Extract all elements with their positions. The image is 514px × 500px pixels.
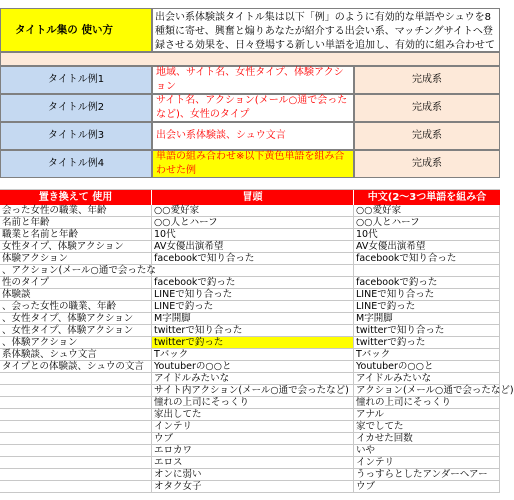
cell-middle[interactable] xyxy=(354,217,500,229)
example-text-4[interactable]: 単語の組み合わせ※以下黄色単語を組み合わせた例 xyxy=(152,150,354,178)
cell-opening[interactable] xyxy=(152,481,354,493)
cell-middle[interactable] xyxy=(354,277,500,289)
cell-middle[interactable] xyxy=(354,373,500,385)
cell-replace[interactable] xyxy=(0,457,152,469)
cell-replace[interactable] xyxy=(0,409,152,421)
cell-opening[interactable] xyxy=(152,433,354,445)
cell-replace[interactable] xyxy=(0,361,152,373)
cell-replace[interactable] xyxy=(0,433,152,445)
cell-text: エロカワ xyxy=(154,445,193,456)
usage-description-cell[interactable] xyxy=(152,8,500,52)
cell-text: 会った女性の職業、年齢 xyxy=(2,205,107,216)
example-result-1[interactable]: 完成系 xyxy=(354,66,500,94)
cell-text: アクション(メール○通で会ったなど) xyxy=(356,385,514,396)
cell-opening[interactable] xyxy=(152,373,354,385)
cell-text: M字開脚 xyxy=(154,313,191,324)
cell-text: LINEで釣った xyxy=(356,301,416,312)
cell-text: 名前と年齢 xyxy=(2,217,50,228)
cell-opening[interactable] xyxy=(152,469,354,481)
cell-replace[interactable] xyxy=(0,241,152,253)
cell-text: facebookで釣った xyxy=(154,277,236,288)
example-label-3[interactable]: タイトル例3 xyxy=(0,122,152,150)
column-header-replace[interactable]: 置き換えて 使用 xyxy=(0,190,152,205)
cell-opening[interactable] xyxy=(152,229,354,241)
cell-middle[interactable] xyxy=(354,457,500,469)
cell-text: Tバック xyxy=(154,349,189,360)
cell-middle[interactable] xyxy=(354,349,500,361)
cell-middle[interactable] xyxy=(354,337,500,349)
cell-opening[interactable] xyxy=(152,337,354,349)
example-result-2[interactable]: 完成系 xyxy=(354,94,500,122)
cell-opening[interactable] xyxy=(152,397,354,409)
example-text-1[interactable]: 地域、サイト名、女性タイプ、体験アクション xyxy=(152,66,354,94)
cell-replace[interactable] xyxy=(0,397,152,409)
cell-text: 憧れの上司にそっくり xyxy=(356,397,452,408)
cell-text: 家でしてた xyxy=(356,421,404,432)
cell-text: 10代 xyxy=(356,229,378,240)
example-result-3[interactable]: 完成系 xyxy=(354,122,500,150)
cell-replace[interactable] xyxy=(0,469,152,481)
cell-middle[interactable] xyxy=(354,409,500,421)
cell-middle[interactable] xyxy=(354,469,500,481)
cell-text: 、女性タイプ、体験アクション xyxy=(2,313,134,324)
cell-text: ウブ xyxy=(154,433,174,444)
cell-text: Youtuberの○○と xyxy=(356,361,434,372)
usage-description: 出会い系体験談タイトル集は以下「例」のように有効的な単語やシュウを8種類に寄せ、興奮と煽りあなたが紹介する出会い系、マッチングサイトへ登録させる効果を、日々登場する新しい単語を追加し、有効的に組み合わせて xyxy=(155,12,495,51)
cell-replace[interactable] xyxy=(0,421,152,433)
cell-text: 体験アクション xyxy=(2,253,69,264)
cell-replace[interactable] xyxy=(0,325,152,337)
cell-text: facebookで知り合った xyxy=(356,253,457,264)
cell-opening[interactable] xyxy=(152,265,354,277)
cell-middle[interactable] xyxy=(354,397,500,409)
cell-middle[interactable] xyxy=(354,385,514,397)
cell-replace[interactable] xyxy=(0,277,152,289)
cell-opening[interactable] xyxy=(152,409,354,421)
cell-opening[interactable] xyxy=(152,289,354,301)
cell-text: twitterで知り合った xyxy=(154,325,243,336)
cell-middle[interactable] xyxy=(354,241,500,253)
cell-middle[interactable] xyxy=(354,205,500,217)
cell-middle[interactable] xyxy=(354,265,500,277)
cell-middle[interactable] xyxy=(354,361,500,373)
cell-opening[interactable] xyxy=(152,385,354,397)
cell-middle[interactable] xyxy=(354,445,500,457)
cell-text: 、体験アクション xyxy=(2,337,78,348)
cell-text: LINEで知り合った xyxy=(356,289,435,300)
cell-text: 、女性タイプ、体験アクション xyxy=(2,325,134,336)
example-label-4[interactable]: タイトル例4 xyxy=(0,150,152,178)
cell-replace[interactable] xyxy=(0,385,152,397)
cell-text: インテリ xyxy=(154,421,193,432)
cell-text: 憧れの上司にそっくり xyxy=(154,397,250,408)
cell-text: 職業と名前と年齢 xyxy=(2,229,79,240)
cell-replace[interactable] xyxy=(0,481,152,493)
cell-replace[interactable] xyxy=(0,301,152,313)
cell-replace[interactable] xyxy=(0,229,152,241)
cell-middle[interactable] xyxy=(354,301,500,313)
cell-middle[interactable] xyxy=(354,421,500,433)
spacer-band xyxy=(0,52,500,66)
cell-text: 体験談 xyxy=(2,289,31,300)
cell-opening[interactable] xyxy=(152,457,354,469)
cell-text: エロス xyxy=(154,457,183,468)
cell-text: ○○愛好家 xyxy=(154,205,200,216)
cell-middle[interactable] xyxy=(354,481,500,493)
cell-opening[interactable] xyxy=(152,445,354,457)
cell-text: 、アクション(メール○通で会ったな xyxy=(2,265,156,276)
cell-text: 10代 xyxy=(154,229,176,240)
column-header-middle[interactable]: 中文(2〜3つ単語を組み合 xyxy=(354,190,500,205)
cell-text: AV女優出演希望 xyxy=(154,241,224,252)
example-text-2[interactable]: サイト名、アクション(メール○通で会ったなど)、女性のタイプ xyxy=(152,94,354,122)
cell-replace[interactable] xyxy=(0,337,152,349)
cell-text: アイドルみたいな xyxy=(154,373,230,384)
cell-text: Youtuberの○○と xyxy=(154,361,232,372)
cell-replace[interactable] xyxy=(0,205,152,217)
cell-text: M字開脚 xyxy=(356,313,393,324)
cell-opening[interactable] xyxy=(152,217,354,229)
column-header-opening[interactable]: 冒頭 xyxy=(152,190,354,205)
cell-text: 性のタイプ xyxy=(2,277,50,288)
cell-replace[interactable] xyxy=(0,313,152,325)
example-text-3[interactable]: 出会い系体験談、シュウ文言 xyxy=(152,122,354,150)
cell-text: twitterで釣った xyxy=(154,337,224,348)
cell-text: インテリ xyxy=(356,457,395,468)
cell-opening[interactable] xyxy=(152,361,354,373)
cell-text: ウブ xyxy=(356,481,376,492)
cell-text: LINEで釣った xyxy=(154,301,214,312)
cell-middle[interactable] xyxy=(354,253,500,265)
cell-text: ○○人とハーフ xyxy=(154,217,218,228)
example-label-2[interactable]: タイトル例2 xyxy=(0,94,152,122)
spacer-row xyxy=(0,178,500,190)
cell-text: オンに弱い xyxy=(154,469,202,480)
cell-replace[interactable] xyxy=(0,445,152,457)
cell-text: AV女優出演希望 xyxy=(356,241,426,252)
cell-text: ○○人とハーフ xyxy=(356,217,420,228)
cell-text: アナル xyxy=(356,409,385,420)
usage-title: タイトル集の 使い方 xyxy=(15,24,113,36)
cell-text: LINEで知り合った xyxy=(154,289,233,300)
cell-opening[interactable] xyxy=(152,421,354,433)
cell-middle[interactable] xyxy=(354,313,500,325)
cell-replace[interactable] xyxy=(0,265,156,277)
cell-replace[interactable] xyxy=(0,289,152,301)
cell-middle[interactable] xyxy=(354,433,500,445)
usage-title-cell[interactable] xyxy=(0,8,152,52)
cell-text: 女性タイプ、体験アクション xyxy=(2,241,124,252)
cell-text: タイプとの体験談、シュウの文言 xyxy=(2,361,144,372)
cell-text: イカせた回数 xyxy=(356,433,413,444)
cell-replace[interactable] xyxy=(0,217,152,229)
cell-text: アイドルみたいな xyxy=(356,373,432,384)
cell-text: いや xyxy=(356,445,376,456)
cell-text: うっすらとしたアンダーヘアー xyxy=(356,469,488,480)
cell-text: facebookで釣った xyxy=(356,277,438,288)
cell-opening[interactable] xyxy=(152,313,354,325)
cell-text: twitterで釣った xyxy=(356,337,426,348)
cell-opening[interactable] xyxy=(152,205,354,217)
cell-opening[interactable] xyxy=(152,253,354,265)
cell-opening[interactable] xyxy=(152,277,354,289)
cell-replace[interactable] xyxy=(0,349,152,361)
cell-text: 系体験談、シュウ文言 xyxy=(2,349,97,360)
cell-middle[interactable] xyxy=(354,325,500,337)
cell-opening[interactable] xyxy=(152,349,354,361)
cell-text: オタク女子 xyxy=(154,481,202,492)
cell-opening[interactable] xyxy=(152,241,354,253)
cell-text: Tバック xyxy=(356,349,391,360)
cell-text: 家出してた xyxy=(154,409,202,420)
cell-opening[interactable] xyxy=(152,325,354,337)
cell-text: facebookで知り合った xyxy=(154,253,255,264)
cell-opening[interactable] xyxy=(152,301,354,313)
cell-replace[interactable] xyxy=(0,373,152,385)
cell-text: ○○愛好家 xyxy=(356,205,402,216)
cell-text: twitterで知り合った xyxy=(356,325,445,336)
cell-text: 、会った女性の職業、年齢 xyxy=(2,301,117,312)
cell-middle[interactable] xyxy=(354,229,500,241)
cell-middle[interactable] xyxy=(354,289,500,301)
example-label-1[interactable]: タイトル例1 xyxy=(0,66,152,94)
cell-text: サイト内アクション(メール○通で会ったなど) xyxy=(154,385,349,396)
example-result-4[interactable]: 完成系 xyxy=(354,150,500,178)
cell-replace[interactable] xyxy=(0,253,152,265)
